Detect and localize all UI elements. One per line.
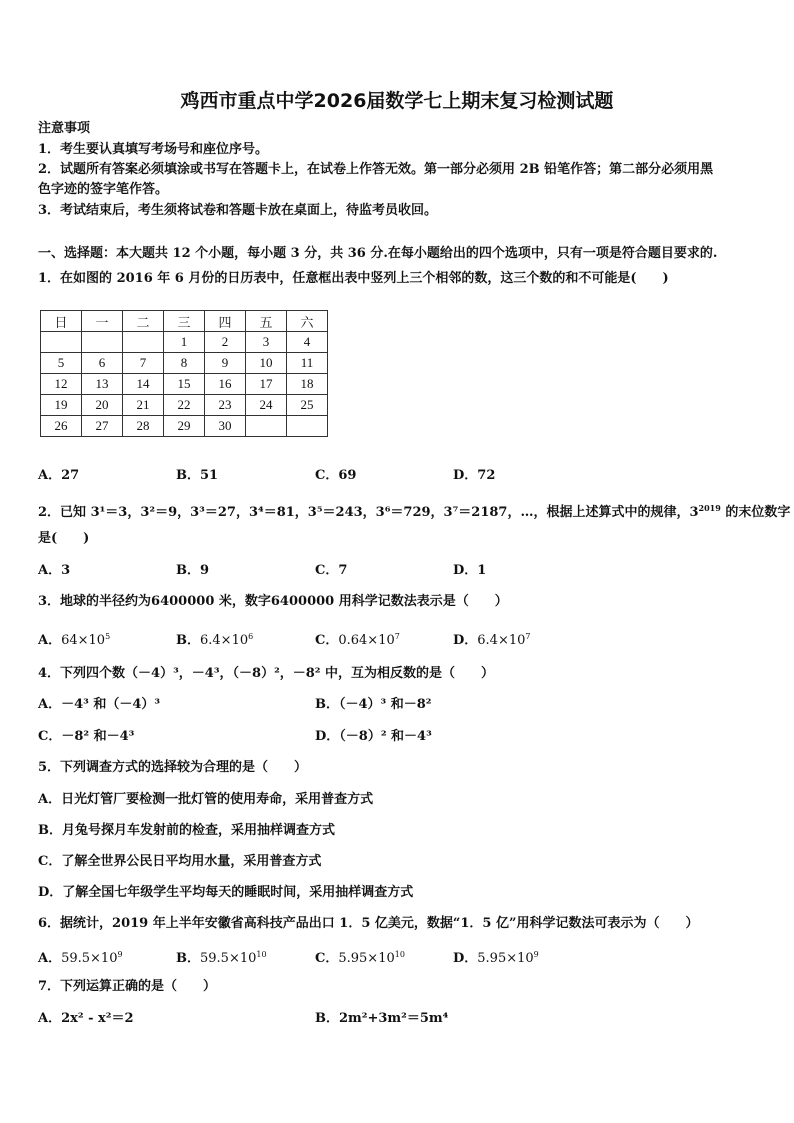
q5-option-b: B．月兔号探月车发射前的检查，采用抽样调查方式: [38, 823, 335, 838]
calendar-header-cell: 三: [164, 311, 205, 332]
calendar-cell: [246, 416, 287, 437]
option-base: 5.95×10: [338, 951, 395, 966]
option-base: 0.64×10: [338, 633, 395, 648]
q1-option-b: B．51: [176, 468, 219, 483]
calendar-header-cell: 日: [41, 311, 82, 332]
calendar-cell: 4: [287, 332, 328, 353]
calendar-cell: 5: [41, 353, 82, 374]
option-letter: D．: [453, 951, 478, 966]
q3-stem: 3．地球的半径约为6400000 米，数字6400000 用科学记数法表示是（ ）: [38, 594, 508, 609]
q1-option-a: A．27: [38, 468, 80, 483]
q6-option-b: [176, 947, 267, 967]
q3-option-c: [315, 629, 400, 649]
calendar-cell: 30: [205, 416, 246, 437]
q6-stem: 6．据统计，2019 年上半年安徽省高科技产品出口 1．5 亿美元，数据“1．5 亿”用科学记数法可表示为（ ）: [38, 916, 699, 931]
calendar-cell: 19: [41, 395, 82, 416]
q7-stem: 7．下列运算正确的是（ ）: [38, 979, 217, 994]
calendar-cell: 12: [41, 374, 82, 395]
calendar-header-row: [41, 311, 328, 332]
option-letter: D．: [453, 633, 478, 648]
calendar-cell: 28: [123, 416, 164, 437]
calendar-cell: 7: [123, 353, 164, 374]
calendar-cell: 22: [164, 395, 205, 416]
q2-stem-main: 2．已知 3¹＝3，3²＝9，3³＝27，3⁴＝81，3⁵＝243，3⁶＝729，3⁷＝2187，…，根据上述算式中的规律，3: [38, 505, 699, 520]
q1-stem: 1．在如图的 2016 年 6 月份的日历表中，任意框出表中竖列上三个相邻的数，这三个数的和不可能是( ): [38, 271, 669, 286]
option-letter: A．: [38, 633, 62, 648]
calendar-cell: 27: [82, 416, 123, 437]
note-item: 2．试题所有答案必须填涂或书写在答题卡上，在试卷上作答无效。第一部分必须用 2B 铅笔作答；第二部分必须用黑: [38, 162, 714, 177]
q3-option-a: [38, 629, 110, 649]
option-exponent: 6: [248, 632, 254, 641]
q1-option-d: D．72: [453, 468, 496, 483]
calendar-row: [41, 353, 328, 374]
calendar-cell: 23: [205, 395, 246, 416]
calendar-cell: 11: [287, 353, 328, 374]
q4-option-a: A．－4³ 和（－4）³: [38, 697, 161, 712]
option-exponent: 5: [105, 632, 111, 641]
q4-stem: 4．下列四个数（－4）³，－4³，（－8）²，－8² 中，互为相反数的是（ ）: [38, 666, 495, 681]
note-item: 1．考生要认真填写考场号和座位序号。: [38, 142, 269, 157]
q2-option-d: D．1: [453, 563, 487, 578]
calendar-row: [41, 332, 328, 353]
notes-heading: 注意事项: [38, 121, 91, 136]
q6-option-d: [453, 947, 539, 967]
calendar-cell: 26: [41, 416, 82, 437]
calendar-row: [41, 374, 328, 395]
calendar-header-cell: 四: [205, 311, 246, 332]
calendar-table: [40, 310, 328, 437]
calendar-cell: [287, 416, 328, 437]
q2-option-b: B．9: [176, 563, 210, 578]
q5-option-a: A．日光灯管厂要检测一批灯管的使用寿命，采用普查方式: [38, 792, 374, 807]
q2-stem: [38, 500, 790, 521]
q6-option-a: [38, 947, 123, 967]
calendar-row: [41, 416, 328, 437]
q5-stem: 5．下列调查方式的选择较为合理的是（ ）: [38, 760, 308, 775]
q4-option-b: B．（－4）³ 和－8²: [315, 697, 432, 712]
calendar-cell: 2: [205, 332, 246, 353]
calendar-cell: 9: [205, 353, 246, 374]
calendar-cell: 29: [164, 416, 205, 437]
option-base: 64×10: [61, 633, 106, 648]
calendar-header-cell: 五: [246, 311, 287, 332]
calendar-cell: 15: [164, 374, 205, 395]
calendar-cell: 18: [287, 374, 328, 395]
q4-option-c: C．－8² 和－4³: [38, 729, 135, 744]
calendar-cell: 13: [82, 374, 123, 395]
option-base: 6.4×10: [200, 633, 249, 648]
calendar-header-cell: 六: [287, 311, 328, 332]
q6-option-c: [315, 947, 405, 967]
calendar-cell: 17: [246, 374, 287, 395]
calendar-cell: [82, 332, 123, 353]
note-item: 色字迹的签字笔作答。: [38, 182, 169, 197]
q5-option-d: D．了解全国七年级学生平均每天的睡眠时间，采用抽样调查方式: [38, 885, 414, 900]
calendar-cell: 1: [164, 332, 205, 353]
q2-stem-continued: 是( ): [38, 531, 90, 546]
calendar-row: [41, 395, 328, 416]
option-exponent: 9: [533, 950, 539, 959]
option-letter: C．: [315, 951, 339, 966]
option-exponent: 7: [394, 632, 400, 641]
calendar-cell: 14: [123, 374, 164, 395]
calendar-cell: 3: [246, 332, 287, 353]
option-letter: A．: [38, 951, 62, 966]
option-exponent: 10: [256, 950, 267, 959]
calendar-cell: [41, 332, 82, 353]
q3-option-d: [453, 629, 530, 649]
q1-option-c: C．69: [315, 468, 357, 483]
option-base: 6.4×10: [477, 633, 526, 648]
calendar-header-cell: 二: [123, 311, 164, 332]
calendar-cell: 24: [246, 395, 287, 416]
calendar-cell: 20: [82, 395, 123, 416]
option-letter: B．: [176, 633, 200, 648]
option-base: 59.5×10: [200, 951, 257, 966]
calendar-cell: 10: [246, 353, 287, 374]
option-base: 59.5×10: [61, 951, 118, 966]
section-heading: 一、选择题：本大题共 12 个小题，每小题 3 分，共 36 分.在每小题给出的四个选项中，只有一项是符合题目要求的.: [38, 246, 718, 261]
calendar-cell: [123, 332, 164, 353]
q3-option-b: [176, 629, 253, 649]
page-title: 鸡西市重点中学2026届数学七上期末复习检测试题: [180, 90, 614, 112]
option-base: 5.95×10: [477, 951, 534, 966]
q5-option-c: C．了解全世界公民日平均用水量，采用普查方式: [38, 854, 322, 869]
q7-option-b: B．2m²+3m²＝5m⁴: [315, 1011, 449, 1026]
q4-option-d: D．（－8）² 和－4³: [315, 729, 432, 744]
q2-exponent: 2019: [698, 503, 721, 513]
calendar-cell: 8: [164, 353, 205, 374]
option-exponent: 7: [525, 632, 531, 641]
q2-stem-tail: 的末位数字: [720, 505, 791, 520]
option-letter: C．: [315, 633, 339, 648]
q7-option-a: A．2x² - x²＝2: [38, 1011, 134, 1026]
calendar-cell: 16: [205, 374, 246, 395]
note-item: 3．考试结束后，考生须将试卷和答题卡放在桌面上，待监考员收回。: [38, 203, 438, 218]
q2-option-a: A．3: [38, 563, 71, 578]
option-exponent: 10: [394, 950, 405, 959]
calendar-cell: 25: [287, 395, 328, 416]
option-letter: B．: [176, 951, 200, 966]
q2-option-c: C．7: [315, 563, 348, 578]
option-exponent: 9: [117, 950, 123, 959]
calendar-cell: 6: [82, 353, 123, 374]
calendar-header-cell: 一: [82, 311, 123, 332]
calendar-cell: 21: [123, 395, 164, 416]
